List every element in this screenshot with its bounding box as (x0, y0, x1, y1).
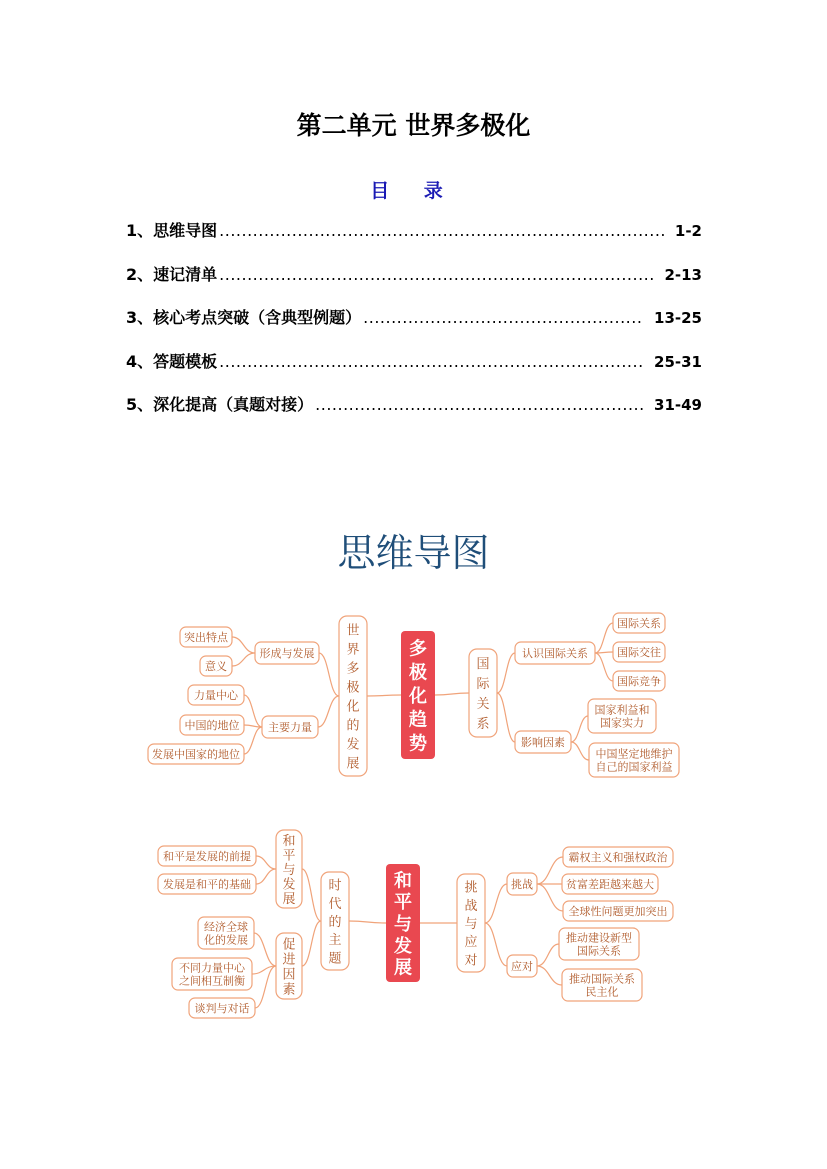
toc-item-page: 25-31 (654, 352, 702, 371)
mindmap-leaf-node (172, 958, 252, 990)
connector-line (232, 653, 255, 666)
connector-line (497, 693, 515, 742)
mindmap-leaf-node (188, 685, 244, 705)
svg-text:和: 和 (282, 834, 296, 850)
svg-text:趋: 趋 (409, 709, 427, 731)
connector-line (319, 653, 339, 696)
mindmap-main-topic-right (469, 649, 497, 737)
mindmap-leaf-node (562, 969, 642, 1001)
toc-item-page: 1-2 (674, 222, 702, 240)
svg-text:多: 多 (346, 661, 360, 677)
svg-text:世: 世 (346, 623, 360, 639)
mindmap-leaf-node (158, 874, 256, 894)
page-title: 第二单元 世界多极化 (296, 111, 531, 140)
connector-line (254, 933, 276, 966)
connector-line (244, 695, 262, 727)
mindmap-branch-node (255, 642, 319, 664)
svg-text:力量中心: 力量中心 (194, 689, 238, 702)
mindmap-main-topic-left (339, 616, 367, 776)
toc-item-label: 4、答题模板 (126, 351, 218, 371)
toc-item-label: 1、思维导图 (126, 221, 218, 240)
mindmap-branch-node (507, 955, 537, 977)
svg-text:平: 平 (394, 892, 412, 914)
svg-text:全球性问题更加突出: 全球性问题更加突出 (568, 905, 668, 918)
svg-text:认识国际关系: 认识国际关系 (522, 647, 588, 660)
toc-item-page: 13-25 (654, 309, 702, 327)
svg-text:因: 因 (282, 967, 296, 983)
toc-item-label: 3、核心考点突破（含典型例题） (126, 308, 362, 327)
svg-text:挑战: 挑战 (511, 878, 533, 891)
connector-line (571, 742, 589, 760)
svg-text:代: 代 (328, 896, 342, 912)
svg-text:展: 展 (346, 756, 360, 772)
svg-text:国际关系: 国际关系 (617, 617, 661, 630)
svg-text:发: 发 (346, 737, 360, 753)
mindmap-leaf-node (588, 699, 656, 733)
mindmap-leaf-node (189, 998, 255, 1018)
mindmap-leaf-node (180, 627, 232, 647)
mindmap-title: 思维导图 (337, 531, 490, 575)
mindmap-branch-node (262, 716, 318, 738)
svg-text:国家实力: 国家实力 (600, 716, 644, 730)
svg-text:国: 国 (476, 657, 490, 672)
svg-text:发展中国家的地位: 发展中国家的地位 (152, 748, 240, 761)
svg-text:意义: 意义 (205, 660, 227, 673)
svg-text:贫富差距越来越大: 贫富差距越来越大 (566, 878, 654, 891)
svg-text:之间相互制衡: 之间相互制衡 (179, 974, 245, 988)
svg-text:和平是发展的前提: 和平是发展的前提 (163, 850, 251, 863)
mindmap-leaf-node (158, 846, 256, 866)
svg-text:展: 展 (394, 957, 412, 979)
connector-line (349, 921, 386, 923)
svg-text:推动国际关系: 推动国际关系 (569, 972, 635, 986)
mindmap-leaf-node (198, 917, 254, 949)
connector-line (537, 944, 559, 966)
svg-text:对: 对 (464, 953, 478, 969)
connector-line (255, 966, 276, 1008)
mindmap-leaf-node (562, 874, 658, 894)
svg-text:时: 时 (328, 878, 342, 894)
connector-line (485, 923, 507, 966)
mindmap-branch-node (276, 830, 302, 908)
svg-text:突出特点: 突出特点 (184, 631, 228, 644)
mindmap-leaf-node (563, 901, 673, 921)
toc-item-page: 31-49 (654, 396, 702, 414)
svg-text:挑: 挑 (464, 880, 478, 896)
mindmap-leaf-node (180, 715, 244, 735)
connector-line (244, 727, 262, 754)
svg-text:主: 主 (328, 933, 342, 949)
svg-text:谈判与对话: 谈判与对话 (194, 1002, 250, 1015)
svg-text:的: 的 (328, 915, 342, 930)
svg-text:与: 与 (282, 863, 296, 878)
svg-text:霸权主义和强权政治: 霸权主义和强权政治 (568, 851, 668, 864)
connector-line (302, 921, 321, 966)
svg-text:主要力量: 主要力量 (268, 721, 312, 734)
svg-text:应对: 应对 (511, 960, 533, 973)
connector-line (302, 869, 321, 921)
svg-text:与: 与 (394, 914, 412, 935)
toc-item-page: 2-13 (664, 265, 702, 284)
svg-text:影响因素: 影响因素 (521, 736, 565, 749)
svg-text:极: 极 (409, 662, 427, 684)
mindmap-leaf-node (613, 642, 665, 662)
mindmap-branch-node (515, 642, 595, 664)
connector-line (571, 716, 588, 742)
mindmap-core-node (401, 631, 435, 759)
connector-line (435, 693, 469, 695)
svg-text:中国坚定地维护: 中国坚定地维护 (595, 747, 673, 761)
svg-text:题: 题 (328, 951, 342, 967)
connector-line (595, 653, 613, 681)
svg-text:民主化: 民主化 (585, 985, 619, 999)
svg-text:化: 化 (409, 686, 427, 707)
svg-text:极: 极 (346, 680, 360, 696)
svg-text:化: 化 (346, 699, 360, 715)
svg-text:发展是和平的基础: 发展是和平的基础 (163, 878, 251, 891)
svg-text:的: 的 (346, 718, 360, 734)
connector-line (318, 696, 339, 727)
svg-text:进: 进 (282, 952, 296, 968)
connector-line (485, 884, 507, 923)
connector-line (367, 695, 401, 696)
svg-text:国际竞争: 国际竞争 (617, 675, 661, 688)
mindmap-branch-node (515, 731, 571, 753)
svg-text:多: 多 (409, 638, 427, 660)
svg-text:国际关系: 国际关系 (577, 944, 621, 958)
mindmap-leaf-node (563, 847, 673, 867)
mindmap-leaf-node (148, 744, 244, 764)
svg-text:应: 应 (464, 935, 478, 951)
svg-text:势: 势 (409, 733, 427, 755)
svg-text:自己的国家利益: 自己的国家利益 (595, 760, 673, 774)
mindmap-leaf-node (589, 743, 679, 777)
mindmap-leaf-node (613, 613, 665, 633)
connector-line (537, 857, 563, 884)
svg-text:促: 促 (282, 937, 296, 953)
svg-text:中国的地位: 中国的地位 (184, 719, 240, 732)
mindmap-main-topic-right (457, 874, 485, 972)
toc-item-label: 2、速记清单 (126, 264, 218, 284)
svg-text:系: 系 (476, 717, 490, 732)
connector-line (537, 884, 563, 911)
svg-text:和: 和 (394, 870, 412, 892)
svg-text:界: 界 (346, 642, 360, 658)
mindmap-main-topic-left (321, 872, 349, 970)
mindmap-core-node (386, 864, 420, 982)
mindmap-leaf-node (559, 928, 639, 960)
svg-text:战: 战 (464, 898, 478, 914)
svg-text:经济全球: 经济全球 (204, 920, 248, 934)
svg-text:国际交往: 国际交往 (617, 646, 661, 659)
mindmap-leaf-node (200, 656, 232, 676)
svg-text:平: 平 (282, 848, 296, 864)
mindmap-leaf-node (613, 671, 665, 691)
connector-line (232, 637, 255, 653)
svg-text:化的发展: 化的发展 (204, 933, 248, 947)
svg-text:不同力量中心: 不同力量中心 (179, 961, 245, 975)
connector-line (595, 623, 613, 653)
connector-line (537, 966, 562, 985)
svg-text:发: 发 (282, 877, 296, 893)
svg-text:关: 关 (476, 697, 490, 712)
svg-text:际: 际 (476, 677, 490, 692)
svg-text:推动建设新型: 推动建设新型 (566, 931, 632, 945)
connector-line (497, 653, 515, 693)
mindmap-branch-node (276, 933, 302, 999)
svg-text:展: 展 (282, 891, 296, 907)
toc-heading: 目 录 (370, 180, 457, 202)
svg-text:素: 素 (282, 982, 296, 998)
connector-line (256, 856, 276, 869)
mindmap-branch-node (507, 873, 537, 895)
svg-text:国家利益和: 国家利益和 (594, 703, 650, 717)
svg-text:形成与发展: 形成与发展 (259, 647, 315, 660)
connector-line (256, 869, 276, 884)
svg-text:与: 与 (464, 917, 478, 932)
toc-item-label: 5、深化提高（真题对接） (126, 395, 314, 414)
svg-text:发: 发 (394, 935, 412, 957)
